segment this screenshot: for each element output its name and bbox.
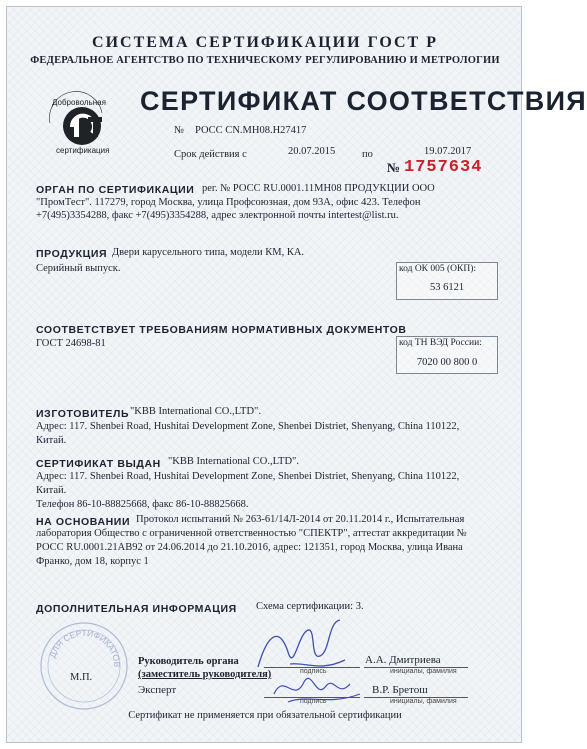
system-heading: СИСТЕМА СЕРТИФИКАЦИИ ГОСТ Р <box>92 34 438 51</box>
manufacturer-country: Китай. <box>36 435 67 446</box>
basis-line-3: РОСС RU.0001.21АВ92 от 24.06.2014 до 21.10.2016, адрес: 121351, город Москва, улица Ивана <box>36 542 463 553</box>
valid-to: 19.07.2017 <box>424 146 472 157</box>
expert-name: В.Р. Бретош <box>372 684 428 696</box>
expert-name-caption: инициалы, фамилия <box>390 698 457 705</box>
serial-number: 1757634 <box>404 158 483 177</box>
manufacturer-address: Адрес: 117. Shenbei Road, Hushitai Development Zone, Shenbei Distriet, Shenyang, China 110122, <box>36 421 460 432</box>
head-label-1: Руководитель органа <box>138 656 239 667</box>
head-label-2: (заместитель руководителя) <box>138 669 272 680</box>
to-label: по <box>362 149 373 160</box>
organ-line-1: рег. № РОСС RU.0001.11МН08 ПРОДУКЦИИ ООО <box>202 183 435 194</box>
svg-text:Добровольная: Добровольная <box>52 98 106 107</box>
basis-line-1: Протокол испытаний № 263-61/14Л-2014 от 20.11.2014 г., Испытательная <box>136 514 465 525</box>
certificate-title: СЕРТИФИКАТ СООТВЕТСТВИЯ <box>140 86 587 116</box>
mp-label: М.П. <box>70 672 93 683</box>
valid-from: 20.07.2015 <box>288 146 336 157</box>
organ-line-3: +7(495)3354288, факс +7(495)3354288, адрес электронной почты intertest@list.ru. <box>36 210 399 221</box>
product-line-1: Двери карусельного типа, модели КМ, КА. <box>112 247 305 258</box>
official-stamp <box>38 620 130 712</box>
complies-label: СООТВЕТСТВУЕТ ТРЕБОВАНИЯМ НОРМАТИВНЫХ ДОКУМЕНТОВ <box>36 324 407 336</box>
okp-code-value: 53 6121 <box>429 282 465 293</box>
expert-label: Эксперт <box>138 684 177 696</box>
head-name-caption: инициалы, фамилия <box>390 668 457 675</box>
tnved-code-label: код ТН ВЭД России: <box>399 338 482 348</box>
svg-text:ДЛЯ СЕРТИФИКАТОВ: ДЛЯ СЕРТИФИКАТОВ <box>47 627 123 668</box>
expert-sign-caption: подпись <box>300 698 327 705</box>
certificate-number: РОСС CN.МН08.Н27417 <box>195 125 307 136</box>
okp-code-label: код ОК 005 (ОКП): <box>399 264 477 274</box>
basis-line-4: Франко, дом 18, корпус 1 <box>36 556 149 567</box>
tnved-code-box <box>396 336 498 374</box>
rst-logo-icon <box>42 91 132 157</box>
serial-prefix: № <box>387 160 401 175</box>
manufacturer-name: "KBB International CO.,LTD". <box>130 406 261 417</box>
svg-text:сертификация: сертификация <box>56 146 110 155</box>
agency-heading: ФЕДЕРАЛЬНОЕ АГЕНТСТВО ПО ТЕХНИЧЕСКОМУ РЕГУЛИРОВАНИЮ И МЕТРОЛОГИИ <box>30 55 500 66</box>
footer-note: Сертификат не применяется при обязательной сертификации <box>128 710 402 721</box>
organ-line-2: "ПромТест". 117279, город Москва, улица Профсоюзная, дом 93А, офис 423. Телефон <box>36 197 421 208</box>
extra-info-value: Схема сертификации: 3. <box>256 601 364 612</box>
head-sign-caption: подпись <box>300 668 327 675</box>
issued-address: Адрес: 117. Shenbei Road, Hushitai Development Zone, Shenbei Distriet, Shenyang, China 110122, <box>36 471 460 482</box>
issued-name: "KBB International CO.,LTD". <box>168 456 299 467</box>
manufacturer-label: ИЗГОТОВИТЕЛЬ <box>36 408 130 420</box>
issued-phone: Телефон 86-10-88825668, факс 86-10-88825668. <box>36 499 249 510</box>
basis-line-2: лаборатория Общество с ограниченной ответственностью "СПЕКТР", аттестат аккредитации № <box>36 528 467 539</box>
head-name: А.А. Дмитриева <box>365 654 441 666</box>
standard-value: ГОСТ 24698-81 <box>36 338 106 349</box>
basis-label: НА ОСНОВАНИИ <box>36 516 131 528</box>
number-prefix: № <box>174 125 185 136</box>
product-label: ПРОДУКЦИЯ <box>36 248 108 260</box>
validity-label: Срок действия с <box>174 149 247 160</box>
organ-label: ОРГАН ПО СЕРТИФИКАЦИИ <box>36 184 195 196</box>
extra-info-label: ДОПОЛНИТЕЛЬНАЯ ИНФОРМАЦИЯ <box>36 603 237 615</box>
rst-logo <box>42 91 132 157</box>
tnved-code-value: 7020 00 800 0 <box>416 357 478 368</box>
issued-label: СЕРТИФИКАТ ВЫДАН <box>36 458 161 470</box>
okp-code-box <box>396 262 498 300</box>
product-line-2: Серийный выпуск. <box>36 263 121 274</box>
issued-country: Китай. <box>36 485 67 496</box>
